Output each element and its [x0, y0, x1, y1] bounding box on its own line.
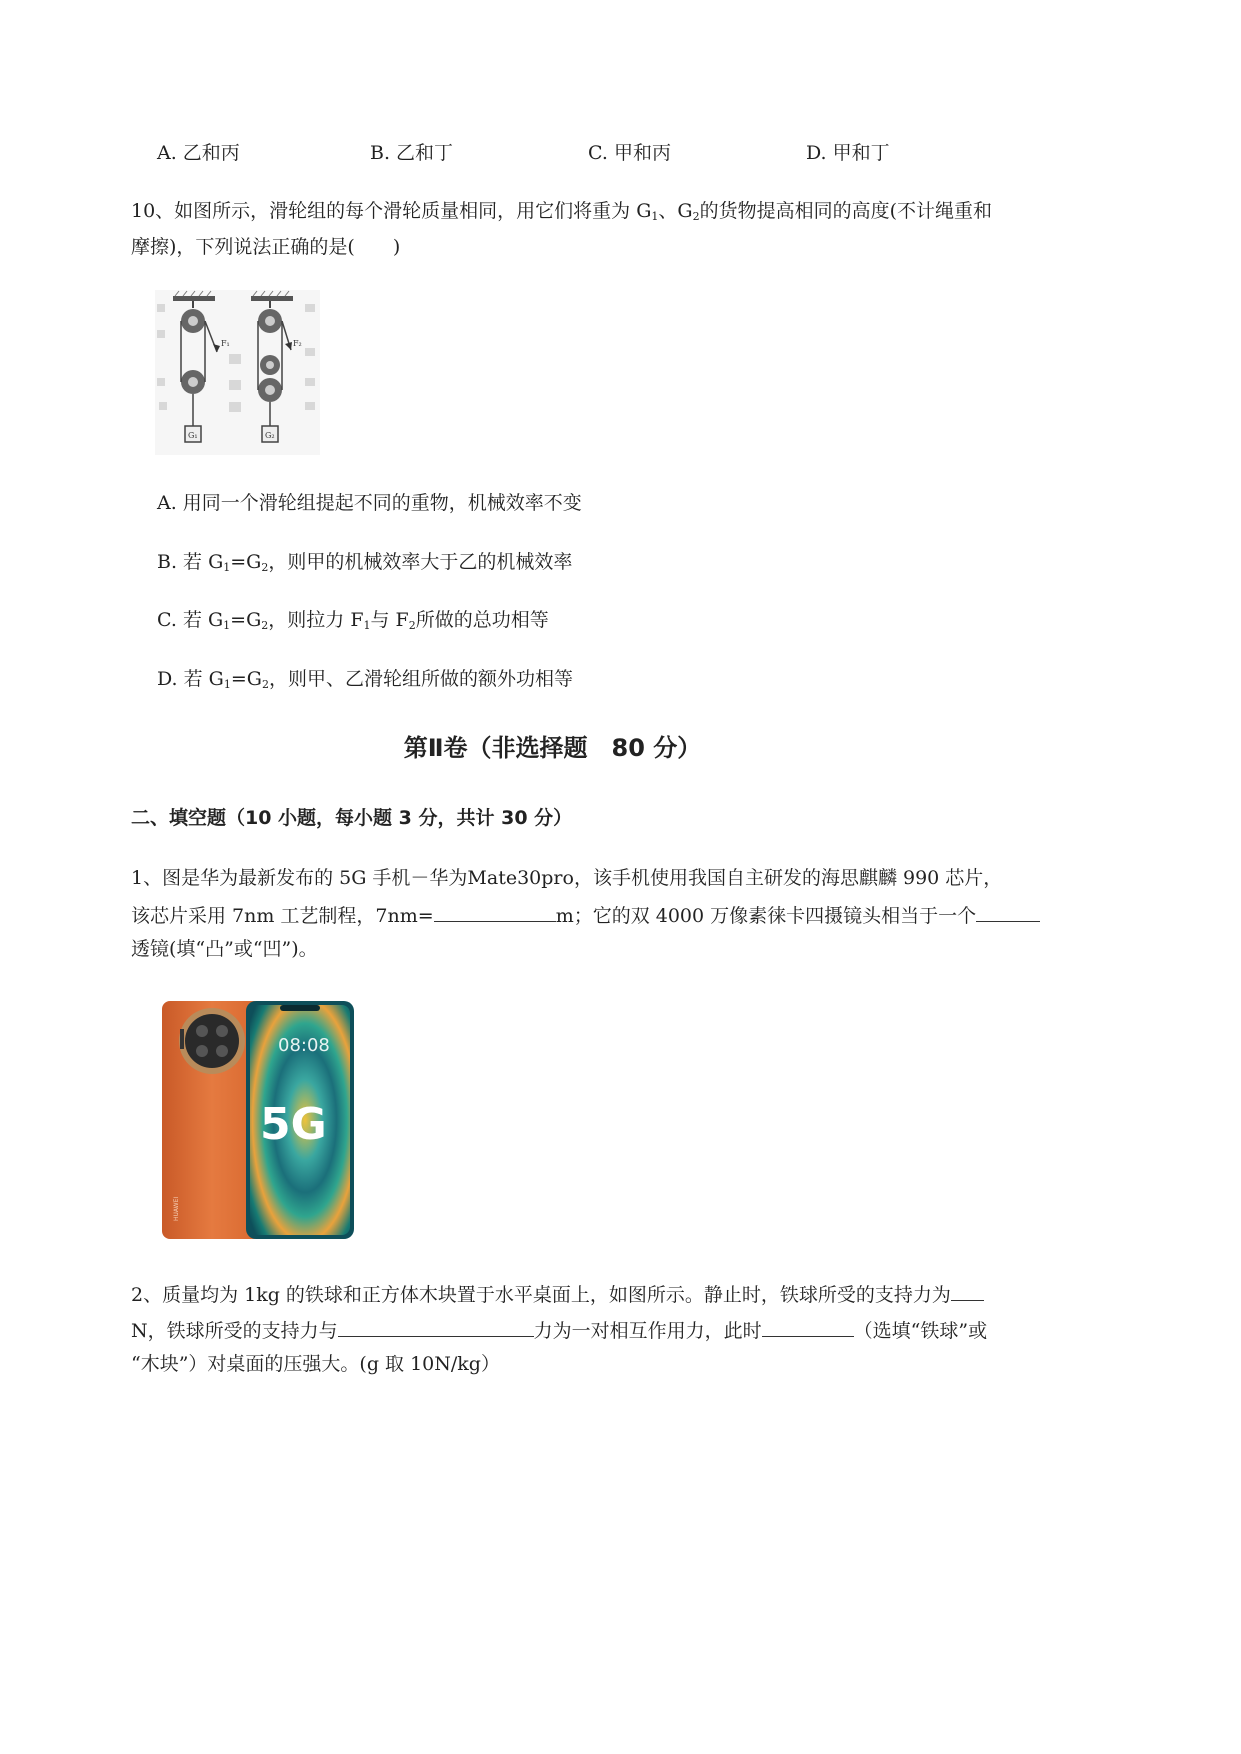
answer-blank-lens[interactable] — [976, 901, 1040, 922]
q9-option-d[interactable]: D. 甲和丁 — [806, 142, 890, 164]
q9-option-a[interactable]: A. 乙和丙 — [157, 142, 240, 164]
subscript: 1 — [651, 210, 659, 223]
fill1-text: 该芯片采用 7nm 工艺制程，7nm= — [131, 905, 434, 927]
5g-badge: 5G — [260, 1099, 327, 1150]
fill2-text: 2、质量均为 1kg 的铁球和正方体木块置于水平桌面上，如图所示。静止时，铁球所受的支持力为 — [131, 1284, 951, 1306]
fill1-text: m；它的双 4000 万像素徕卡四摄镜头相当于一个 — [555, 905, 977, 927]
fill1-line2 — [131, 901, 1040, 928]
screen-clock: 08:08 — [278, 1035, 330, 1056]
option-text: =G — [230, 609, 262, 631]
subscript: 2 — [261, 561, 269, 574]
subscript: 1 — [223, 561, 231, 574]
fill2-line1 — [131, 1280, 984, 1307]
part-heading: 二、填空题（10 小题，每小题 3 分，共计 30 分） — [131, 807, 573, 829]
fill2-text: 力为一对相互作用力，此时 — [533, 1320, 762, 1342]
answer-blank-support-force[interactable] — [951, 1280, 984, 1301]
fill1-line3: 透镜(填“凸”或“凹”)。 — [131, 938, 318, 960]
huawei-phone-image — [160, 999, 356, 1242]
q10-stem-text: 的货物提高相同的高度(不计绳重和 — [699, 200, 993, 222]
option-text: C. 若 G — [157, 609, 224, 631]
subscript: 2 — [261, 678, 269, 691]
fill2-text: N，铁球所受的支持力与 — [131, 1320, 338, 1342]
answer-blank-nm[interactable] — [434, 901, 556, 922]
option-text: D. 若 G — [157, 668, 224, 690]
option-text: 与 F — [370, 609, 409, 631]
q10-option-b[interactable] — [157, 550, 572, 580]
q10-stem-text: 10、如图所示，滑轮组的每个滑轮质量相同，用它们将重为 G — [131, 200, 652, 222]
fill2-line2 — [131, 1316, 987, 1343]
subscript: 1 — [223, 619, 231, 632]
q9-option-b[interactable]: B. 乙和丁 — [370, 142, 454, 164]
q10-option-a[interactable]: A. 用同一个滑轮组提起不同的重物，机械效率不变 — [157, 492, 582, 514]
force-label-f2: F₂ — [293, 339, 302, 348]
force-label-f1: F₁ — [221, 339, 230, 348]
fill2-line3: “木块”）对桌面的压强大。(g 取 10N/kg） — [131, 1353, 500, 1375]
option-text: ，则甲的机械效率大于乙的机械效率 — [268, 551, 573, 573]
section-title: 第Ⅱ卷（非选择题 80 分） — [403, 734, 702, 762]
option-text: =G — [230, 551, 262, 573]
q10-stem-line1 — [131, 199, 992, 229]
q9-option-c[interactable]: C. 甲和丙 — [588, 142, 671, 164]
option-text: ，则拉力 F — [268, 609, 364, 631]
option-text: ，则甲、乙滑轮组所做的额外功相等 — [268, 668, 573, 690]
q10-option-c[interactable] — [157, 608, 549, 638]
option-text: 所做的总功相等 — [415, 609, 549, 631]
answer-blank-pressure[interactable] — [762, 1316, 854, 1337]
q10-stem-line2: 摩擦)，下列说法正确的是( ) — [131, 236, 401, 258]
answer-blank-reaction-force[interactable] — [338, 1316, 534, 1337]
brand-text: HUAWEI — [173, 1196, 180, 1221]
option-text: B. 若 G — [157, 551, 224, 573]
subscript: 2 — [692, 210, 700, 223]
q10-option-d[interactable] — [157, 667, 573, 697]
weight-label-g2: G₂ — [265, 431, 275, 440]
subscript: 1 — [223, 678, 231, 691]
weight-label-g1: G₁ — [188, 431, 198, 440]
q10-stem-text: 、G — [658, 200, 693, 222]
subscript: 2 — [261, 619, 269, 632]
pulley-figure — [155, 290, 320, 455]
option-text: =G — [230, 668, 262, 690]
subscript: 1 — [363, 619, 371, 632]
fill1-line1: 1、图是华为最新发布的 5G 手机－华为Mate30pro，该手机使用我国自主研发的海思麒麟 990 芯片， — [131, 867, 1003, 889]
fill2-text: （选填“铁球”或 — [853, 1320, 988, 1342]
subscript: 2 — [408, 619, 416, 632]
